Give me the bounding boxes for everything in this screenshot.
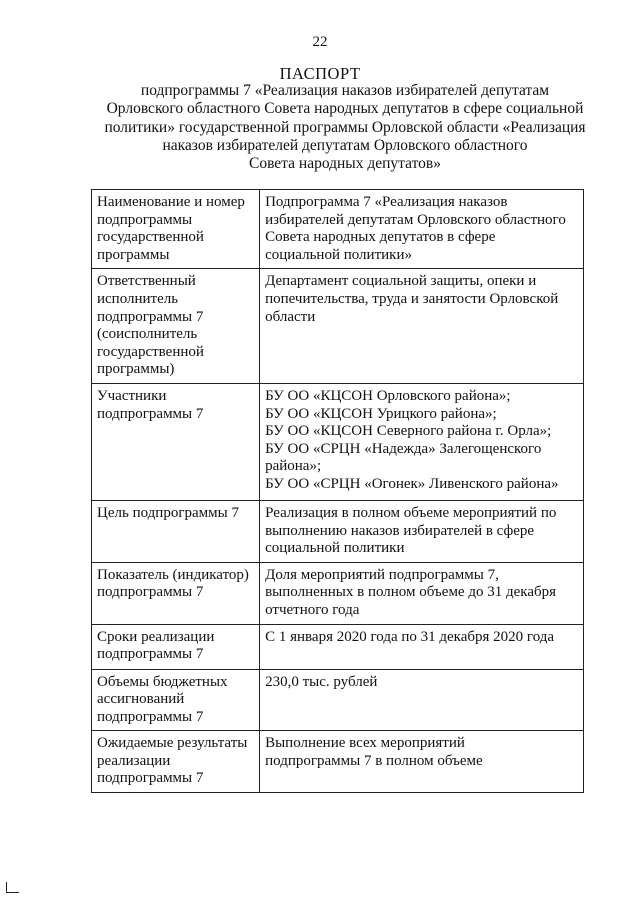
row-label-line: государственной: [97, 343, 204, 360]
row-label-cell: [92, 562, 260, 624]
row-label-line: Цель подпрограммы 7: [97, 504, 239, 521]
row-value-line: БУ ОО «КЦСОН Урицкого района»;: [265, 405, 497, 422]
subtitle-line: политики» государственной программы Орловской области «Реализация: [104, 118, 586, 136]
row-value-line: избирателей депутатам Орловского областного: [265, 211, 566, 228]
table-row: [92, 624, 584, 669]
subtitle-line: Совета народных депутатов»: [248, 155, 441, 173]
row-label-line: Ожидаемые результаты: [97, 735, 248, 752]
table-row: [92, 269, 584, 384]
row-value-line: отчетного года: [265, 601, 360, 618]
row-label-line: подпрограммы: [97, 211, 193, 228]
document-subtitle: [95, 82, 595, 173]
subtitle-line: наказов избирателей депутатам Орловского областного: [162, 136, 528, 154]
row-value-line: Доля мероприятий подпрограммы 7,: [265, 566, 499, 583]
row-value-line: попечительства, труда и занятости Орловской: [265, 290, 559, 307]
table-row: [92, 500, 584, 562]
row-label-line: Ответственный: [97, 273, 196, 290]
row-label-line: подпрограммы 7: [97, 405, 204, 422]
row-label-cell: [92, 190, 260, 269]
row-label-line: подпрограммы 7: [97, 308, 204, 325]
row-value-line: БУ ОО «КЦСОН Орловского района»;: [265, 387, 511, 404]
page-number: 22: [312, 34, 328, 50]
row-value-line: социальной политики»: [265, 246, 412, 263]
row-value-line: Подпрограмма 7 «Реализация наказов: [265, 194, 508, 210]
row-label-cell: [92, 624, 260, 669]
row-label-cell: [92, 269, 260, 384]
subtitle-line: подпрограммы 7 «Реализация наказов избирателей депутатам: [140, 82, 550, 99]
row-label-line: подпрограммы 7: [97, 584, 204, 601]
row-label-line: Показатель (индикатор): [97, 566, 249, 583]
row-value-line: социальной политики: [265, 540, 405, 557]
row-value-cell: [260, 731, 584, 793]
row-value-cell: [260, 562, 584, 624]
table-row: [92, 669, 584, 731]
row-value-line: С 1 января 2020 года по 31 декабря 2020 года: [265, 628, 555, 645]
table-row: [92, 383, 584, 500]
row-value-line: Департамент социальной защиты, опеки и: [265, 273, 537, 290]
row-value-line: области: [265, 308, 316, 325]
subtitle-line: Орловского областного Совета народных депутатов в сфере социальной: [106, 100, 584, 118]
row-value-cell: [260, 269, 584, 384]
row-label-line: ассигнований: [97, 691, 185, 708]
row-label-line: государственной: [97, 229, 204, 246]
row-value-line: Совета народных депутатов в сфере: [265, 229, 496, 246]
row-value-line: БУ ОО «СРЦН «Огонек» Ливенского района»: [265, 475, 559, 492]
row-value-line: БУ ОО «КЦСОН Северного района г. Орла»;: [265, 423, 552, 440]
row-value-line: района»;: [265, 458, 322, 475]
row-value-line: Реализация в полном объеме мероприятий по: [265, 504, 557, 521]
row-label-line: подпрограммы 7: [97, 646, 204, 663]
document-title: ПАСПОРТ: [279, 64, 361, 83]
row-value-cell: [260, 190, 584, 269]
row-label-line: Сроки реализации: [97, 628, 215, 645]
table-row: [92, 731, 584, 793]
row-label-line: программы: [97, 246, 170, 263]
row-value-line: выполнению наказов избирателей в сфере: [265, 522, 535, 539]
row-value-cell: [260, 383, 584, 500]
row-value-line: Выполнение всех мероприятий: [265, 735, 465, 752]
row-label-line: Наименование и номер: [97, 194, 245, 210]
row-value-line: выполненных в полном объеме до 31 декабря: [265, 584, 557, 601]
row-label-line: исполнитель: [97, 290, 179, 307]
row-label-cell: [92, 731, 260, 793]
row-label-line: подпрограммы 7: [97, 708, 204, 725]
row-value-line: 230,0 тыс. рублей: [265, 673, 378, 690]
scan-corner-mark: [6, 882, 19, 893]
row-label-line: программы): [97, 361, 175, 378]
row-value-cell: [260, 500, 584, 562]
row-value-line: БУ ОО «СРЦН «Надежда» Залегощенского: [265, 440, 542, 457]
passport-table: [91, 189, 584, 793]
table-row: [92, 562, 584, 624]
row-label-cell: [92, 383, 260, 500]
row-value-line: подпрограммы 7 в полном объеме: [265, 752, 483, 769]
row-label-line: реализации: [97, 752, 171, 769]
row-label-line: (соисполнитель: [97, 326, 198, 343]
row-value-cell: [260, 624, 584, 669]
row-label-line: Объемы бюджетных: [97, 673, 228, 690]
table-row: [92, 190, 584, 269]
row-label-cell: [92, 669, 260, 731]
passport-table-body: [92, 190, 584, 793]
row-label-line: подпрограммы 7: [97, 770, 204, 787]
row-label-cell: [92, 500, 260, 562]
row-value-cell: [260, 669, 584, 731]
row-label-line: Участники: [97, 387, 167, 404]
